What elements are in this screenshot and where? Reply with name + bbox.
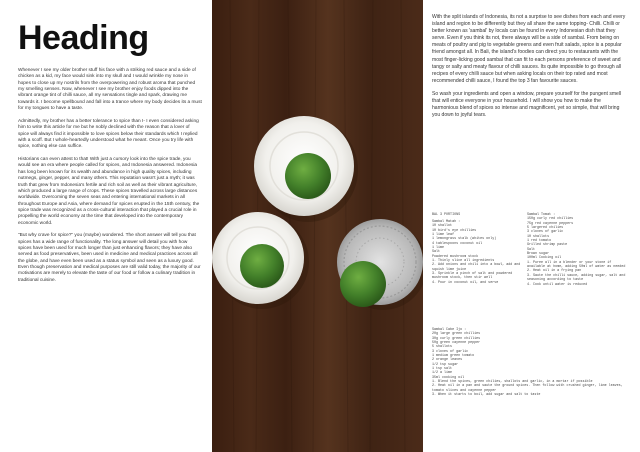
right-paragraph-2: So wash your ingredients and open a window, prepare yourself for the pungent smell that will entice everyone in your household. I will show you how to make the harmonious blend of spices so intense and magnificent, yet so simple, that will bring you down to joyful tears.	[432, 90, 622, 119]
lime-right	[340, 261, 386, 307]
left-column	[18, 18, 202, 291]
right-paragraph-1: With the split islands of Indonesia, its not a surprise to see dishes from each and every island and region to be differently but they all share the same topping- Chilli. Chilli or better known as 'sambal' by locals can be found in every Indonesian dish that they serve. Even if you think its not, there always will be a side of sambal. From being on meats of poultry and pig to vegetable greens and even fruit salads, spice is a popular friend amongst all. In Bali, the island's foodies can direct you to restaurants with the most finger-licking good sambal that can fit to each persons preference of sweet and tangy or salty and meaty flavour of chilli sauces. Its quite impossible to go through all recipes of every chilli sauce but when asking locals on their top rated and most recommended chilli sauce, I found the top 3 fan favourite sauces.	[432, 14, 626, 84]
page-heading: Heading	[18, 19, 149, 57]
left-paragraph-2: Admittedly, my brother has a better tolerance to spice than I- I even considered asking him to write this article for me but he nobly declined with the reason that a lover of spice will always find it impossible to love spices below their standards which I replied with a scoff. But I whole-heartedly understood what he meant. Once you try life with spice, nothing else can suffice.	[18, 118, 199, 150]
left-paragraph-4: "But why crave for spice?" you (maybe) wondered. The short answer will tell you that spices has a wide range of functionality. The long answer will detail you with how spices have been used for much longer than just enhancing flavors; they have also served as food preservatives, been used in medicine and medical practices across all the globe, and have even been used as a status symbol and seen as a luxury good. Even though preservation and medical purposes are still valid today, the majority of our motivations are merely to elevate the taste of our food or follow a culinary tradition in traditional cuisine.	[18, 233, 201, 283]
right-column	[432, 14, 628, 125]
photo-limes-in-bowls	[212, 0, 423, 452]
recipe-intro: BAL 3 PORTIONS	[432, 213, 461, 217]
lime-top	[285, 153, 331, 199]
recipe-sambal-tomat: Sambal Tomat : 150g curly red chillies 75g red cayenne peppers 5 largered chilies 3 cloves of garlic 10 shallots 1 red tomato Grilled shrimp paste Salt Brown sugar 100ml Cooking oil 1. Puree all in a blender or your stone if available at home, adding 50ml of water as needed 2. Heat oil in a frying pan 3. Saute the chilli sauce, adding sugar, salt and seasoning according to taste 4. Cook until water is reduced	[527, 213, 626, 287]
left-paragraph-1: Whenever I see my older brother stuff his face with a striking red sauce and a side of chicken as a kid, my face would sink into my skull and I would wrinkle my nose in hopes to close up my nostrils from the overpowering and robust aroma that punched my smelling senses. Now, whenever I see my brother enjoy foods dipped into the vibrant orange tint of chilli sauce, all my sensations tingle and spark, drawing me towards it. I become spellbound and fall into a trance where my body decides its a must for my tongues to have a taste.	[18, 68, 202, 112]
left-paragraph-3: Historians can even attest to that! With just a cursory look into the spice trade, you would see an era where people called for spices, and Indonesia answered. Indonesia has long been known for its wealth and abundance in high quality spices, including nutmegs, ginger, pepper, and many others. This reputation wasn't just a myth; it was truth that grew from Indonesia's fertile and rich soil as well as their vibrant agriculture, which produced a large range of crops. These spices travelled across large distances worldwide. Overcoming the seven seas and entering international markets in all throughout Europe and Asia, where demand for spices erupted in the 15th century, the spice trade was recognized as a cross-cultural interaction that played a crucial role in propelling the world economy at the time that developed into the contemporary economic world.	[18, 157, 200, 226]
lime-left	[240, 244, 284, 288]
recipe-sambal-matah: Sambal Matah : 10 shallot 10 bird's eye chillies 1 lime leaf 1 lemongrass stalk (whites only) 4 tablespoons coconut oil 1 lime Salt Powdered mushroom stock 1. Thinly slice all ingredients 2. Add onions and chili into a bowl, add and squish lime juice 3. Sprinkle a pinch of salt and powdered mushroom stock, then stir well 4. Pour in coconut oil, and serve	[432, 220, 521, 285]
photo-illustration	[212, 0, 423, 452]
recipe-sambal-cabe-ijo: Sambal Cabe Ijo : 20g large green chillies 30g curly green chillies 50g green cayenne pepper 5 shallots 3 cloves of garlic 1 medium green tomato 2 orange leaves 1/2 tsp sugar 1 tsp salt 1/2 a lime 35ml cooking oil 1. Blend the spices, green chilies, shallots and garlic, in a mortar if possible 2. Heat oil in a pan and saute the ground spices. Then follow with crushed ginger, lime leaves, tomato slices and cayenne pepper 3. When it starts to boil, add sugar and salt to taste	[432, 328, 623, 398]
